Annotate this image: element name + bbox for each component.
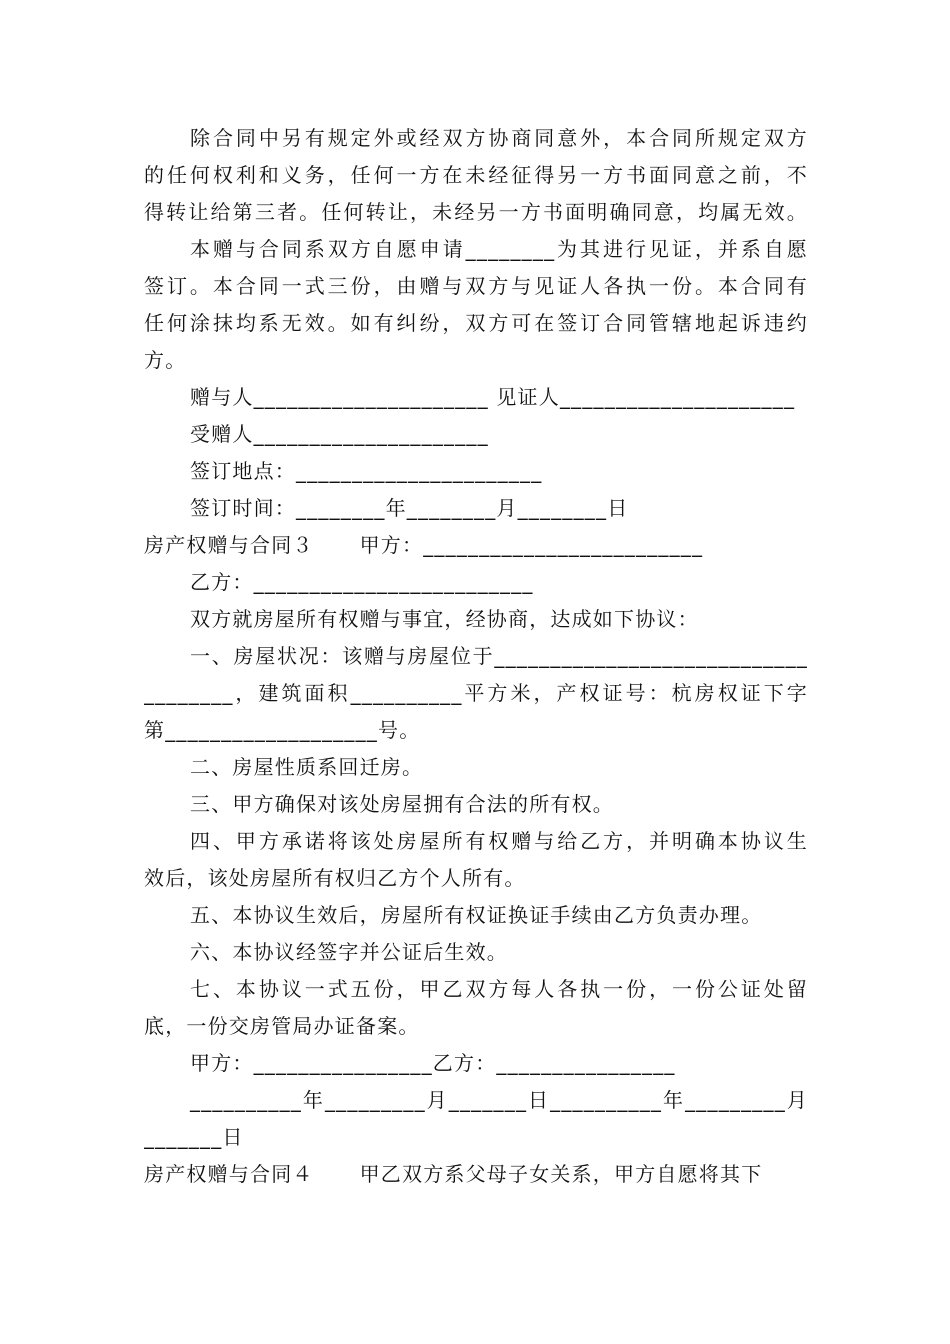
contract-3-sign-parties: 甲方：________________乙方：________________ [190, 1051, 676, 1075]
recipient-line: 受赠人_____________________ [190, 422, 489, 446]
clause-2: 二、房屋性质系回迁房。 [190, 755, 424, 779]
clause-6: 六、本协议经签字并公证后生效。 [190, 940, 508, 964]
contract-3-party-a: 甲方：_________________________ [359, 533, 704, 557]
clause-5: 五、本协议生效后，房屋所有权证换证手续由乙方负责办理。 [190, 903, 763, 927]
paragraph-2-line-4: 方。 [144, 348, 187, 372]
contract-4-heading-row [144, 1156, 808, 1193]
document-page [144, 120, 808, 1193]
contract-3-intro: 双方就房屋所有权赠与事宜，经协商，达成如下协议： [190, 607, 699, 631]
clause-7-line-1: 七、本协议一式五份，甲乙双方每人各执一份，一份公证处留 [190, 977, 808, 1001]
contract-3-heading-row [144, 527, 808, 564]
donor-witness-line: 赠与人_____________________ 见证人_____________________ [190, 385, 796, 409]
signing-place-line: 签订地点：______________________ [190, 459, 543, 483]
contract-3-party-b: 乙方：_________________________ [190, 570, 534, 594]
paragraph-2-line-2: 签订。本合同一式三份，由赠与双方与见证人各执一份。本合同有 [144, 274, 808, 298]
clause-3: 三、甲方确保对该处房屋拥有合法的所有权。 [190, 792, 614, 816]
clause-4-line-1: 四、甲方承诺将该处房屋所有权赠与给乙方，并明确本协议生 [190, 829, 808, 853]
paragraph-1-line-2: 的任何权利和义务，任何一方在未经征得另一方书面同意之前，不 [144, 163, 808, 187]
clause-1-line-2: ________，建筑面积__________平方米，产权证号：杭房权证下字 [144, 681, 808, 705]
contract-4-text: 甲乙双方系父母子女关系，甲方自愿将其下 [359, 1162, 763, 1186]
contract-3-sign-dates-line-1: __________年_________月_______日__________年_________月 [190, 1088, 808, 1112]
clause-1-line-3: 第___________________号。 [144, 718, 421, 742]
paragraph-1-line-3: 得转让给第三者。任何转让，未经另一方书面明确同意，均属无效。 [144, 200, 808, 224]
paragraph-2-line-1: 本赠与合同系双方自愿申请________为其进行见证，并系自愿 [190, 237, 808, 261]
clause-7-line-2: 底，一份交房管局办证备案。 [144, 1014, 420, 1038]
contract-3-heading: 房产权赠与合同３ [144, 533, 314, 557]
signing-time-line: 签订时间：________年________月________日 [190, 496, 629, 520]
paragraph-1-line-1: 除合同中另有规定外或经双方协商同意外，本合同所规定双方 [190, 126, 808, 150]
contract-3-sign-dates-line-2: _______日 [144, 1125, 244, 1149]
paragraph-2-line-3: 任何涂抹均系无效。如有纠纷，双方可在签订合同管辖地起诉违约 [144, 311, 808, 335]
contract-4-heading: 房产权赠与合同４ [144, 1162, 314, 1186]
clause-1-line-1: 一、房屋状况：该赠与房屋位于____________________________ [190, 644, 808, 668]
clause-4-line-2: 效后，该处房屋所有权归乙方个人所有。 [144, 866, 526, 890]
